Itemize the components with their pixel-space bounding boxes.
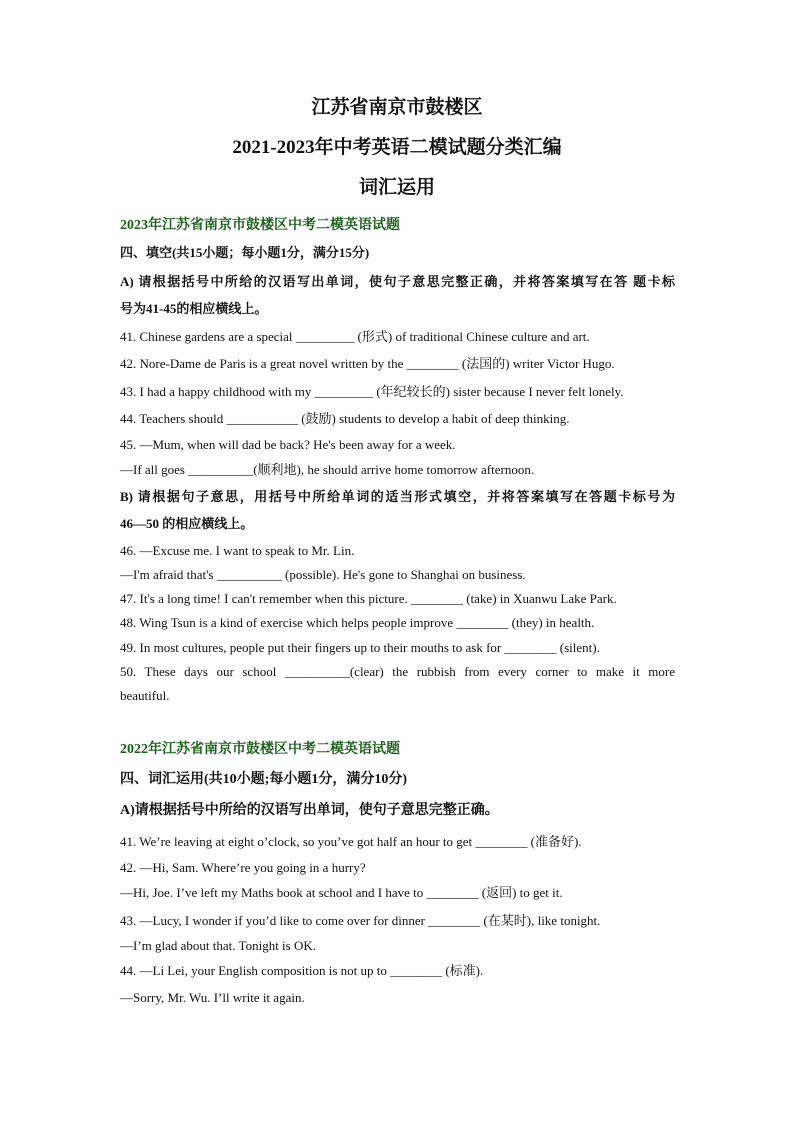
part-heading: 四、填空(共15小题；每小题1分，满分15分) xyxy=(120,245,370,260)
question-42-line1-2022: 42. —Hi, Sam. Where’re you going in a hurry? xyxy=(120,860,366,875)
question-44-line2-2022: —Sorry, Mr. Wu. I’ll write it again. xyxy=(120,990,305,1005)
question-43-line2-2022: —I’m glad about that. Tonight is OK. xyxy=(120,938,316,953)
question-44: 44. Teachers should ___________ (鼓励) students to develop a habit of deep thinking. xyxy=(120,411,570,426)
title-main: 2021-2023年中考英语二模试题分类汇编 xyxy=(232,137,562,158)
question-50-line1: 50. These days our school __________(clear) the rubbish from every corner to make it more xyxy=(120,664,675,679)
instruction-b-line1: B) 请根据句子意思，用括号中所给单词的适当形式填空，并将答案填写在答题卡标号为 xyxy=(120,489,675,504)
instruction-a-line1: A) 请根据括号中所给的汉语写出单词，使句子意思完整正确，并将答案填写在答 题卡标 xyxy=(120,274,675,289)
question-50-line2: beautiful. xyxy=(120,688,170,703)
instruction-b-line2: 46—50 的相应横线上。 xyxy=(120,516,254,531)
question-41-2022: 41. We’re leaving at eight o’clock, so you’ve got half an hour to get ________ (准备好). xyxy=(120,834,582,849)
question-43-line1-2022: 43. —Lucy, I wonder if you’d like to come over for dinner ________ (在某时), like tonight. xyxy=(120,913,601,928)
question-41: 41. Chinese gardens are a special _________ (形式) of traditional Chinese culture and art. xyxy=(120,329,590,344)
question-48: 48. Wing Tsun is a kind of exercise which helps people improve ________ (they) in health. xyxy=(120,615,595,630)
question-46-line2: —I'm afraid that's __________ (possible). He's gone to Shanghai on business. xyxy=(120,567,526,582)
section-2023-heading: 2023年江苏省南京市鼓楼区中考二模英语试题 xyxy=(120,218,400,233)
title-region: 江苏省南京市鼓楼区 xyxy=(311,97,483,118)
part-heading-2022: 四、词汇运用(共10小题;每小题1分，满分10分) xyxy=(120,772,407,787)
question-47: 47. It's a long time! I can't remember when this picture. ________ (take) in Xuanwu Lake Park. xyxy=(120,591,617,606)
question-49: 49. In most cultures, people put their fingers up to their mouths to ask for ________ (silent). xyxy=(120,640,600,655)
question-45-line1: 45. —Mum, when will dad be back? He's been away for a week. xyxy=(120,437,456,452)
instruction-a-line2: 号为41-45的相应横线上。 xyxy=(120,301,268,316)
question-44-line1-2022: 44. —Li Lei, your English composition is not up to ________ (标准). xyxy=(120,963,484,978)
question-46-line1: 46. —Excuse me. I want to speak to Mr. Lin. xyxy=(120,543,355,558)
instruction-a-2022: A)请根据括号中所给的汉语写出单词，使句子意思完整正确。 xyxy=(120,803,499,818)
question-43: 43. I had a happy childhood with my _________ (年纪较长的) sister because I never felt lonely. xyxy=(120,384,624,399)
section-2022-heading: 2022年江苏省南京市鼓楼区中考二模英语试题 xyxy=(120,742,400,757)
question-45-line2: —If all goes __________(顺利地), he should arrive home tomorrow afternoon. xyxy=(120,462,535,477)
question-42: 42. Nore-Dame de Paris is a great novel written by the ________ (法国的) writer Victor Hugo. xyxy=(120,356,615,371)
title-topic: 词汇运用 xyxy=(358,177,435,198)
question-42-line2-2022: —Hi, Joe. I’ve left my Maths book at school and I have to ________ (返回) to get it. xyxy=(120,885,563,900)
